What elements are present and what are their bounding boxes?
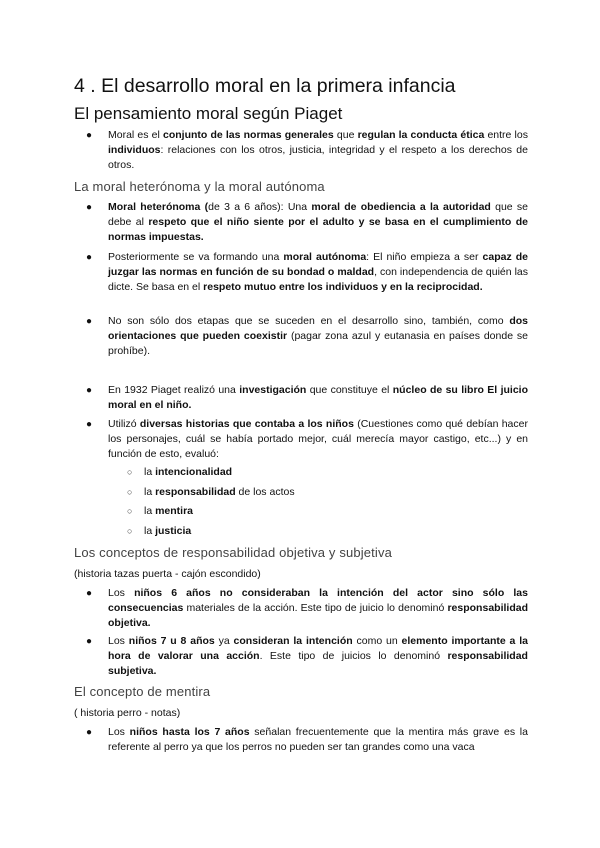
section-heading-responsabilidad: Los conceptos de responsabilidad objetiva y subjetiva bbox=[74, 545, 392, 560]
sub-item-justicia: ○ la justicia bbox=[127, 525, 192, 537]
section-note-tazas: (historia tazas puerta - cajón escondido) bbox=[74, 568, 261, 580]
bullet-icon: ● bbox=[86, 316, 93, 327]
bullet-icon: ● bbox=[86, 130, 93, 141]
circle-bullet-icon: ○ bbox=[127, 526, 133, 536]
list-item-subjetiva: ● Los niños 7 u 8 años ya consideran la intención como un elemento importante a la hora de valorar una acción. Este tipo de juicios lo denominó responsabilidad subjetiva. bbox=[86, 635, 528, 677]
sub-item-intencionalidad: ○ la intencionalidad bbox=[127, 466, 233, 478]
bullet-icon: ● bbox=[86, 727, 93, 738]
circle-bullet-icon: ○ bbox=[127, 467, 133, 477]
list-item-autonoma: ● Posteriormente se va formando una moral autónoma: El niño empieza a ser capaz de juzgar las normas en función de su bondad o maldad, con independencia de quién las dicte. Se basa en el respeto mutuo entre los individuos y en la reciprocidad. bbox=[86, 251, 529, 293]
circle-bullet-icon: ○ bbox=[127, 487, 133, 497]
circle-bullet-icon: ○ bbox=[127, 506, 133, 516]
list-item-moral-definition: ● Moral es el conjunto de las normas generales que regulan la conducta ética entre los individuos: relaciones con los otros, justicia, integridad y el respeto a los derechos de otros. bbox=[86, 129, 528, 171]
bullet-icon: ● bbox=[86, 385, 93, 396]
list-item-historias: ● Utilizó diversas historias que contaba a los niños (Cuestiones como qué debían hacer los personajes, cuál se había portado mejor, cuál merecía mayor castigo, etc...) y en función de esto, evaluó: bbox=[86, 418, 528, 460]
sub-item-responsabilidad: ○ la responsabilidad de los actos bbox=[127, 486, 295, 498]
list-item-investigacion: ● En 1932 Piaget realizó una investigación que constituye el núcleo de su libro El juicio moral en el niño. bbox=[86, 384, 528, 411]
list-item-coexist: ● No son sólo dos etapas que se suceden en el desarrollo sino, también, como dos orientaciones que pueden coexistir (pagar zona azul y eutanasia en países donde se prohíbe). bbox=[86, 315, 528, 357]
bullet-icon: ● bbox=[86, 588, 93, 599]
section-heading-moral: La moral heterónoma y la moral autónoma bbox=[74, 179, 325, 194]
bullet-icon: ● bbox=[86, 419, 93, 430]
page-subtitle: El pensamiento moral según Piaget bbox=[74, 104, 343, 123]
list-item-heteronoma: ● Moral heterónoma (de 3 a 6 años): Una moral de obediencia a la autoridad que se debe al respeto que el niño siente por el adulto y se basa en el cumplimiento de normas impuestas. bbox=[86, 201, 529, 243]
section-note-perro: ( historia perro - notas) bbox=[74, 707, 181, 719]
list-item-mentira: ● Los niños hasta los 7 años señalan frecuentemente que la mentira más grave es la referente al perro ya que los perros no pueden ser tan grandes como una vaca bbox=[86, 726, 528, 753]
page-title: 4 . El desarrollo moral en la primera infancia bbox=[74, 75, 456, 97]
sub-item-mentira: ○ la mentira bbox=[127, 505, 194, 517]
section-heading-mentira: El concepto de mentira bbox=[74, 684, 211, 699]
bullet-icon: ● bbox=[86, 252, 93, 263]
list-item-objetiva: ● Los niños 6 años no consideraban la intención del actor sino sólo las consecuencias materiales de la acción. Este tipo de juicio lo denominó responsabilidad objetiva. bbox=[86, 587, 528, 629]
bullet-icon: ● bbox=[86, 202, 93, 213]
bullet-icon: ● bbox=[86, 636, 93, 647]
